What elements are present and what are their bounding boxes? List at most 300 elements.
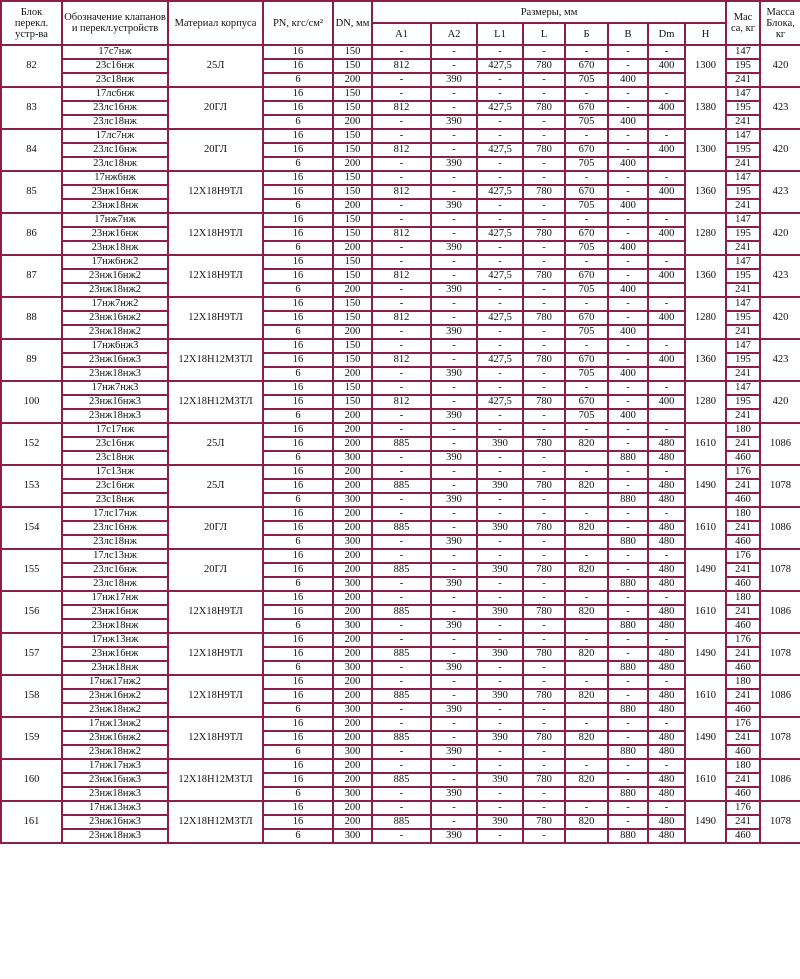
cell-l1: - (477, 465, 523, 479)
cell-mass: 147 (726, 297, 760, 311)
cell-dn: 200 (333, 689, 372, 703)
cell-l: - (523, 829, 565, 843)
table-row (1, 647, 800, 661)
cell-mass: 460 (726, 535, 760, 549)
cell-pn: 16 (263, 59, 333, 73)
cell-mass: 241 (726, 479, 760, 493)
cell-l1: - (477, 171, 523, 185)
valve-designation: 23нж16нж3 (62, 395, 168, 409)
cell-l: 780 (523, 689, 565, 703)
cell-v: - (608, 591, 648, 605)
cell-mass: 460 (726, 577, 760, 591)
body-material: 25Л (168, 465, 263, 507)
cell-a1: - (372, 171, 431, 185)
cell-l: - (523, 157, 565, 171)
cell-dn: 150 (333, 101, 372, 115)
cell-v: 400 (608, 325, 648, 339)
cell-v: - (608, 143, 648, 157)
cell-pn: 6 (263, 409, 333, 423)
cell-a2: - (431, 815, 477, 829)
block-id: 87 (1, 255, 62, 297)
cell-a2: - (431, 591, 477, 605)
cell-dm: - (648, 633, 685, 647)
body-material: 20ГЛ (168, 549, 263, 591)
cell-a1: - (372, 577, 431, 591)
header-b: Б (565, 23, 608, 45)
cell-a2: - (431, 521, 477, 535)
cell-l1: 427,5 (477, 143, 523, 157)
cell-mass: 241 (726, 73, 760, 87)
cell-mass: 147 (726, 339, 760, 353)
cell-a2: - (431, 633, 477, 647)
valve-designation: 23нж18нж2 (62, 325, 168, 339)
body-material: 20ГЛ (168, 507, 263, 549)
valve-designation: 23лс16нж (62, 101, 168, 115)
cell-b (565, 661, 608, 675)
cell-l: 780 (523, 227, 565, 241)
cell-v: - (608, 521, 648, 535)
table-row (1, 675, 800, 689)
cell-a1: - (372, 507, 431, 521)
cell-a2: - (431, 479, 477, 493)
cell-dm: - (648, 465, 685, 479)
cell-dn: 300 (333, 745, 372, 759)
cell-dm: 400 (648, 311, 685, 325)
table-header (1, 1, 800, 45)
cell-v: - (608, 773, 648, 787)
cell-dn: 200 (333, 115, 372, 129)
cell-l: 780 (523, 59, 565, 73)
cell-a2: - (431, 759, 477, 773)
cell-a1: - (372, 549, 431, 563)
cell-l: 780 (523, 815, 565, 829)
cell-b (565, 493, 608, 507)
cell-b: 820 (565, 521, 608, 535)
cell-a2: - (431, 437, 477, 451)
table-row (1, 87, 800, 101)
cell-pn: 16 (263, 143, 333, 157)
valve-designation: 23нж16нж (62, 185, 168, 199)
cell-mass: 195 (726, 227, 760, 241)
cell-a2: 390 (431, 745, 477, 759)
cell-a1: 812 (372, 269, 431, 283)
cell-pn: 6 (263, 325, 333, 339)
table-row (1, 255, 800, 269)
cell-dm: - (648, 255, 685, 269)
cell-pn: 16 (263, 437, 333, 451)
cell-pn: 6 (263, 115, 333, 129)
valve-designation: 23нж18нж3 (62, 787, 168, 801)
cell-a2: 390 (431, 535, 477, 549)
table-row (1, 815, 800, 829)
cell-a2: 390 (431, 703, 477, 717)
cell-b: 820 (565, 605, 608, 619)
cell-l1: 390 (477, 773, 523, 787)
cell-dn: 150 (333, 297, 372, 311)
cell-v: - (608, 395, 648, 409)
cell-b: - (565, 129, 608, 143)
cell-l1: 427,5 (477, 353, 523, 367)
cell-v: - (608, 731, 648, 745)
cell-mass: 180 (726, 423, 760, 437)
cell-l: - (523, 241, 565, 255)
table-row (1, 479, 800, 493)
cell-l: 780 (523, 521, 565, 535)
cell-dm: - (648, 759, 685, 773)
cell-a2: - (431, 801, 477, 815)
cell-l1: 427,5 (477, 101, 523, 115)
cell-pn: 6 (263, 157, 333, 171)
cell-pn: 6 (263, 73, 333, 87)
cell-l: - (523, 787, 565, 801)
block-id: 156 (1, 591, 62, 633)
cell-mass: 147 (726, 381, 760, 395)
cell-pn: 6 (263, 367, 333, 381)
cell-h: 1280 (685, 297, 726, 339)
cell-pn: 6 (263, 241, 333, 255)
cell-a2: 390 (431, 157, 477, 171)
cell-a2: 390 (431, 241, 477, 255)
valve-designation: 17нж13нж (62, 633, 168, 647)
cell-dm: - (648, 423, 685, 437)
cell-v: - (608, 87, 648, 101)
cell-mass: 460 (726, 787, 760, 801)
cell-pn: 16 (263, 591, 333, 605)
cell-dn: 300 (333, 619, 372, 633)
cell-v: 880 (608, 493, 648, 507)
cell-v: - (608, 717, 648, 731)
cell-dn: 200 (333, 367, 372, 381)
cell-pn: 16 (263, 773, 333, 787)
body-material: 12Х18Н9ТЛ (168, 255, 263, 297)
cell-a1: - (372, 157, 431, 171)
cell-l1: - (477, 619, 523, 633)
valve-designation: 23нж16нж3 (62, 773, 168, 787)
table-row (1, 731, 800, 745)
cell-b: - (565, 465, 608, 479)
body-material: 12Х18Н12М3ТЛ (168, 801, 263, 843)
cell-mass: 241 (726, 157, 760, 171)
cell-a1: - (372, 633, 431, 647)
cell-a1: - (372, 745, 431, 759)
block-mass: 423 (760, 339, 800, 381)
cell-l: 780 (523, 311, 565, 325)
valve-designation: 17нж7нж3 (62, 381, 168, 395)
cell-dn: 200 (333, 773, 372, 787)
cell-a1: 812 (372, 353, 431, 367)
cell-a1: 812 (372, 185, 431, 199)
cell-l1: - (477, 213, 523, 227)
cell-a1: 885 (372, 563, 431, 577)
cell-v: - (608, 129, 648, 143)
cell-dm: - (648, 717, 685, 731)
cell-b: - (565, 339, 608, 353)
cell-mass: 241 (726, 647, 760, 661)
cell-l1: 390 (477, 479, 523, 493)
cell-l1: - (477, 283, 523, 297)
cell-pn: 16 (263, 717, 333, 731)
cell-l: - (523, 199, 565, 213)
cell-a1: - (372, 283, 431, 297)
cell-dm: 400 (648, 227, 685, 241)
cell-a1: 885 (372, 479, 431, 493)
valve-designation: 23с16нж (62, 59, 168, 73)
cell-l: - (523, 129, 565, 143)
cell-dm: 400 (648, 353, 685, 367)
cell-a1: 812 (372, 59, 431, 73)
block-mass: 420 (760, 45, 800, 87)
valve-designation: 17лс17нж (62, 507, 168, 521)
cell-mass: 195 (726, 311, 760, 325)
cell-dn: 200 (333, 437, 372, 451)
cell-l: 780 (523, 773, 565, 787)
cell-l1: - (477, 367, 523, 381)
cell-a1: - (372, 241, 431, 255)
valve-designation: 23с18нж (62, 493, 168, 507)
cell-b: 670 (565, 185, 608, 199)
cell-a1: - (372, 199, 431, 213)
header-designation: Обозначение клапанов и перекл.устройств (62, 1, 168, 45)
block-id: 83 (1, 87, 62, 129)
cell-v: 400 (608, 115, 648, 129)
block-mass: 1086 (760, 591, 800, 633)
cell-dm: 480 (648, 745, 685, 759)
cell-dm: 480 (648, 577, 685, 591)
cell-a2: 390 (431, 577, 477, 591)
cell-dm: 480 (648, 605, 685, 619)
valve-designation: 17нж17нж2 (62, 675, 168, 689)
cell-v: - (608, 353, 648, 367)
header-a1: A1 (372, 23, 431, 45)
cell-l: 780 (523, 101, 565, 115)
cell-l: - (523, 633, 565, 647)
cell-l1: 427,5 (477, 185, 523, 199)
cell-pn: 16 (263, 647, 333, 661)
cell-l: - (523, 409, 565, 423)
block-mass: 420 (760, 381, 800, 423)
valve-designation: 23с18нж (62, 73, 168, 87)
cell-dn: 200 (333, 675, 372, 689)
block-id: 158 (1, 675, 62, 717)
cell-h: 1490 (685, 717, 726, 759)
cell-b: 820 (565, 563, 608, 577)
cell-mass: 241 (726, 563, 760, 577)
cell-dn: 300 (333, 451, 372, 465)
cell-l1: 390 (477, 437, 523, 451)
cell-a1: - (372, 801, 431, 815)
cell-a1: - (372, 367, 431, 381)
cell-v: - (608, 311, 648, 325)
cell-pn: 6 (263, 493, 333, 507)
block-mass: 1078 (760, 465, 800, 507)
cell-pn: 6 (263, 199, 333, 213)
cell-pn: 16 (263, 801, 333, 815)
cell-h: 1610 (685, 423, 726, 465)
cell-l: 780 (523, 437, 565, 451)
cell-b (565, 745, 608, 759)
cell-pn: 16 (263, 339, 333, 353)
table-row (1, 115, 800, 129)
cell-v: - (608, 759, 648, 773)
cell-mass: 195 (726, 269, 760, 283)
valve-designation: 17лс6нж (62, 87, 168, 101)
cell-l: - (523, 661, 565, 675)
cell-dn: 200 (333, 465, 372, 479)
cell-l: - (523, 535, 565, 549)
cell-pn: 6 (263, 745, 333, 759)
cell-a2: - (431, 717, 477, 731)
valve-designation: 17с13нж (62, 465, 168, 479)
cell-l: - (523, 423, 565, 437)
cell-dm (648, 73, 685, 87)
cell-pn: 16 (263, 507, 333, 521)
cell-dn: 200 (333, 801, 372, 815)
table-row (1, 437, 800, 451)
cell-a2: - (431, 423, 477, 437)
block-id: 153 (1, 465, 62, 507)
cell-l: - (523, 87, 565, 101)
cell-dm: - (648, 675, 685, 689)
cell-a2: - (431, 101, 477, 115)
cell-dn: 150 (333, 311, 372, 325)
cell-l1: - (477, 591, 523, 605)
cell-a2: 390 (431, 283, 477, 297)
cell-dm (648, 157, 685, 171)
cell-h: 1490 (685, 633, 726, 675)
block-id: 88 (1, 297, 62, 339)
header-material: Материал корпуса (168, 1, 263, 45)
block-mass: 1078 (760, 717, 800, 759)
cell-h: 1610 (685, 675, 726, 717)
cell-l: - (523, 675, 565, 689)
block-id: 100 (1, 381, 62, 423)
cell-a2: - (431, 381, 477, 395)
cell-a1: - (372, 535, 431, 549)
valve-designation: 23нж18нж (62, 619, 168, 633)
cell-l1: 427,5 (477, 311, 523, 325)
valve-designation: 23нж16нж (62, 647, 168, 661)
cell-b: 705 (565, 157, 608, 171)
cell-dm (648, 199, 685, 213)
cell-pn: 16 (263, 549, 333, 563)
cell-a1: 885 (372, 815, 431, 829)
cell-dn: 200 (333, 549, 372, 563)
cell-l1: - (477, 199, 523, 213)
cell-dn: 200 (333, 731, 372, 745)
table-row (1, 227, 800, 241)
cell-l1: - (477, 87, 523, 101)
cell-b: - (565, 213, 608, 227)
cell-dn: 150 (333, 171, 372, 185)
cell-a1: 885 (372, 521, 431, 535)
table-row (1, 549, 800, 563)
cell-a2: 390 (431, 367, 477, 381)
cell-pn: 6 (263, 283, 333, 297)
valve-designation: 23лс16нж (62, 563, 168, 577)
body-material: 12Х18Н12М3ТЛ (168, 381, 263, 423)
block-mass: 1078 (760, 633, 800, 675)
cell-l1: - (477, 661, 523, 675)
cell-v: 400 (608, 241, 648, 255)
cell-v: - (608, 339, 648, 353)
cell-v: - (608, 605, 648, 619)
cell-l1: - (477, 493, 523, 507)
cell-pn: 6 (263, 829, 333, 843)
table-row (1, 787, 800, 801)
cell-v: - (608, 269, 648, 283)
cell-l: - (523, 73, 565, 87)
table-row (1, 619, 800, 633)
cell-l1: - (477, 45, 523, 59)
cell-dm: 480 (648, 563, 685, 577)
cell-l1: 427,5 (477, 269, 523, 283)
cell-a2: 390 (431, 199, 477, 213)
cell-pn: 16 (263, 423, 333, 437)
cell-l1: - (477, 423, 523, 437)
cell-mass: 147 (726, 87, 760, 101)
cell-b: 705 (565, 115, 608, 129)
cell-b: - (565, 717, 608, 731)
cell-pn: 16 (263, 381, 333, 395)
cell-a2: - (431, 689, 477, 703)
table-row (1, 297, 800, 311)
cell-a2: - (431, 129, 477, 143)
block-mass: 423 (760, 255, 800, 297)
table-row (1, 269, 800, 283)
cell-b: - (565, 297, 608, 311)
cell-l1: 390 (477, 815, 523, 829)
cell-a1: - (372, 409, 431, 423)
cell-l: 780 (523, 143, 565, 157)
cell-dm: - (648, 297, 685, 311)
cell-v: - (608, 59, 648, 73)
cell-v: - (608, 45, 648, 59)
cell-pn: 16 (263, 185, 333, 199)
cell-dm: 480 (648, 437, 685, 451)
cell-h: 1490 (685, 549, 726, 591)
table-row (1, 73, 800, 87)
cell-a1: - (372, 423, 431, 437)
body-material: 25Л (168, 45, 263, 87)
block-id: 82 (1, 45, 62, 87)
cell-a1: 885 (372, 689, 431, 703)
cell-mass: 195 (726, 101, 760, 115)
cell-a2: 390 (431, 829, 477, 843)
cell-v: - (608, 185, 648, 199)
cell-dm: 480 (648, 535, 685, 549)
cell-mass: 195 (726, 59, 760, 73)
header-l1: L1 (477, 23, 523, 45)
header-l: L (523, 23, 565, 45)
cell-dm: 400 (648, 143, 685, 157)
body-material: 12Х18Н9ТЛ (168, 213, 263, 255)
block-id: 160 (1, 759, 62, 801)
block-id: 85 (1, 171, 62, 213)
cell-l1: - (477, 297, 523, 311)
cell-l: 780 (523, 605, 565, 619)
cell-b: - (565, 87, 608, 101)
cell-b: - (565, 759, 608, 773)
valve-designation: 23нж18нж2 (62, 745, 168, 759)
cell-v: 880 (608, 451, 648, 465)
cell-dm: - (648, 591, 685, 605)
cell-mass: 195 (726, 143, 760, 157)
cell-b: 820 (565, 437, 608, 451)
cell-h: 1490 (685, 801, 726, 843)
cell-mass: 241 (726, 773, 760, 787)
table-row (1, 395, 800, 409)
cell-b: - (565, 549, 608, 563)
